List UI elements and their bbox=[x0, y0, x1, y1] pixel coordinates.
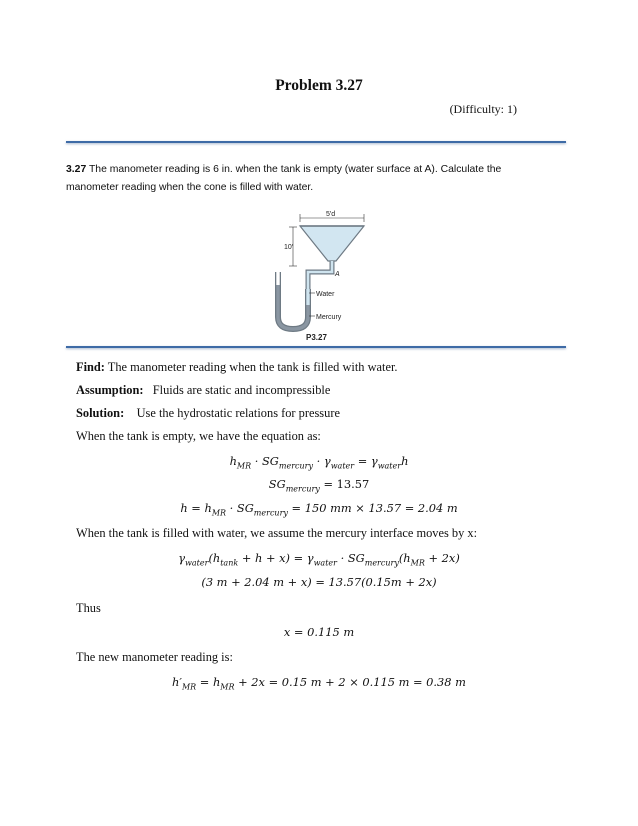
mid-divider bbox=[66, 346, 566, 348]
solution-line bbox=[76, 406, 340, 421]
dim-top-label: 5′d bbox=[326, 211, 336, 218]
problem-text: The manometer reading is 6 in. when the tank is empty (water surface at A). Calculate the manometer reading when the cone is filled with water. bbox=[66, 164, 502, 193]
page-title: Problem 3.27 bbox=[275, 77, 363, 94]
find-label: Find: bbox=[76, 360, 105, 374]
u-tube bbox=[278, 272, 308, 329]
final-value: = 0.15 m + 2 × 0.115 m = 0.38 m bbox=[268, 675, 466, 689]
problem-statement bbox=[66, 161, 536, 197]
difficulty-label: (Difficulty: 1) bbox=[449, 102, 517, 116]
assumption-text: Fluids are static and incompressible bbox=[152, 383, 331, 397]
equation-filled: $\gamma_{water}(h_{tank} + h + x) = \gamma_{water} \cdot SG_{mercury}(h_{MR} + 2x)$ bbox=[178, 551, 460, 568]
equation-numeric: (3 m + 2.04 m + x) = 13.57(0.15m + 2x) bbox=[201, 575, 437, 589]
solution-text: Use the hydrostatic relations for pressure bbox=[136, 406, 340, 420]
top-divider bbox=[66, 141, 566, 143]
equation-final: $h'_{MR} = h_{MR} + 2x = 0.15$ m + 2 × 0.115 m = 0.38 m bbox=[172, 675, 466, 692]
find-line bbox=[76, 360, 398, 375]
dim-side-label: 10′ bbox=[284, 244, 294, 251]
problem-number: 3.27 bbox=[66, 164, 87, 175]
outlet-pipe bbox=[308, 261, 332, 289]
point-a-label: A bbox=[335, 271, 340, 278]
equation-x: x = 0.115 m bbox=[283, 625, 355, 639]
new-reading-intro: The new manometer reading is: bbox=[76, 650, 233, 664]
filled-intro: When the tank is filled with water, we assume the mercury interface moves by x: bbox=[76, 526, 478, 540]
manometer-figure bbox=[262, 205, 372, 345]
equation-sg: $SG_{mercury} = 13.57$ bbox=[268, 477, 370, 494]
find-text: The manometer reading when the tank is filled with water. bbox=[107, 360, 398, 374]
figure-caption: P3.27 bbox=[306, 333, 327, 342]
water-label: Water bbox=[316, 291, 335, 298]
solution-label: Solution: bbox=[76, 406, 125, 420]
assumption-label: Assumption: bbox=[76, 383, 144, 397]
cone-tank bbox=[300, 226, 364, 261]
thus-label: Thus bbox=[76, 601, 101, 615]
equation-balance: $h_{MR} \cdot SG_{mercury} \cdot \gamma_{water} = \gamma_{water}h$ bbox=[229, 454, 409, 471]
h-value: 150 mm × 13.57 = 2.04 m bbox=[304, 501, 458, 515]
assumption-line bbox=[76, 383, 330, 398]
sg-value: 13.57 bbox=[336, 477, 370, 491]
equation-h: $h = h_{MR} \cdot SG_{mercury} = 150$ mm × 13.57 = 2.04 m bbox=[180, 501, 458, 518]
mercury-label: Mercury bbox=[316, 314, 342, 321]
empty-intro: When the tank is empty, we have the equation as: bbox=[76, 429, 321, 443]
